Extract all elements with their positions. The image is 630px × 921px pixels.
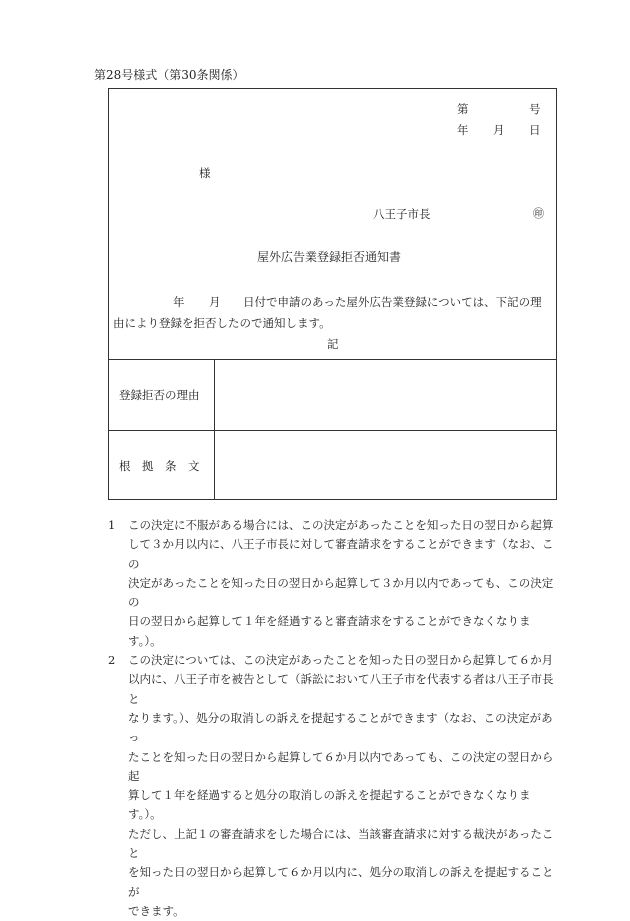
number-suffix: 号 — [529, 102, 541, 116]
notice-form-box — [108, 88, 557, 500]
table-middle-rule — [109, 430, 556, 431]
issuer-name: 八王子市長 — [373, 207, 431, 221]
note-number: 2 — [108, 653, 116, 668]
note-line: できます。 — [128, 903, 185, 918]
note-line: 算して１年を経過すると処分の取消しの訴えを提起することができなくなります。）。 — [128, 788, 531, 822]
table-top-rule — [109, 359, 556, 360]
document-title: 屋外広告業登録拒否通知書 — [257, 250, 402, 264]
note-line: ただし、上記１の審査請求をした場合には、当該審査請求に対する裁決があったこと — [128, 826, 554, 861]
note-number: 1 — [108, 518, 116, 532]
date-month: 月 — [493, 123, 505, 137]
note-line: を知った日の翌日から起算して６か月以内に、処分の取消しの訴えを提起することが — [128, 865, 554, 899]
body-date-month: 月 — [209, 295, 221, 309]
table-column-rule — [214, 359, 215, 500]
date-year: 年 — [457, 123, 469, 137]
form-number-label: 第28号様式（第30条関係） — [94, 68, 245, 82]
body-line-1: 日付で申請のあった屋外広告業登録については、下記の理 — [243, 295, 542, 309]
note-item — [108, 516, 558, 651]
recipient-suffix: 様 — [199, 166, 211, 180]
seal-mark: ㊞ — [533, 207, 544, 220]
body-line-2: 由により登録を拒否したので通知します。 — [113, 316, 331, 330]
note-line: 以内に、八王子市を被告として（訴訟において八王子市を代表する者は八王子市長と — [128, 672, 554, 706]
note-line: この決定に不服がある場合には、この決定があったことを知った日の翌日から起算 — [128, 518, 554, 532]
note-line: たことを知った日の翌日から起算して６か月以内であっても、この決定の翌日から起 — [128, 749, 554, 783]
note-line: この決定については、この決定があったことを知った日の翌日から起算して６か月 — [128, 653, 554, 668]
body-date-year: 年 — [173, 295, 185, 309]
note-line: なります。）、処分の取消しの訴えを提起することができます（なお、この決定があっ — [128, 710, 553, 745]
ki-heading: 記 — [327, 337, 339, 351]
note-line: して３か月以内に、八王子市長に対して審査請求をすることができます（なお、この — [128, 537, 554, 571]
note-line: 日の翌日から起算して１年を経過すると審査請求をすることができなくなります。）。 — [128, 614, 531, 648]
notes-section — [108, 516, 558, 921]
date-day: 日 — [529, 123, 541, 137]
number-prefix: 第 — [457, 102, 469, 116]
note-line: 決定があったことを知った日の翌日から起算して３か月以内であっても、この決定の — [128, 575, 554, 610]
legal-basis-label: 根 拠 条 文 — [119, 459, 200, 473]
note-item — [108, 651, 558, 921]
refusal-reason-label: 登録拒否の理由 — [119, 388, 200, 402]
